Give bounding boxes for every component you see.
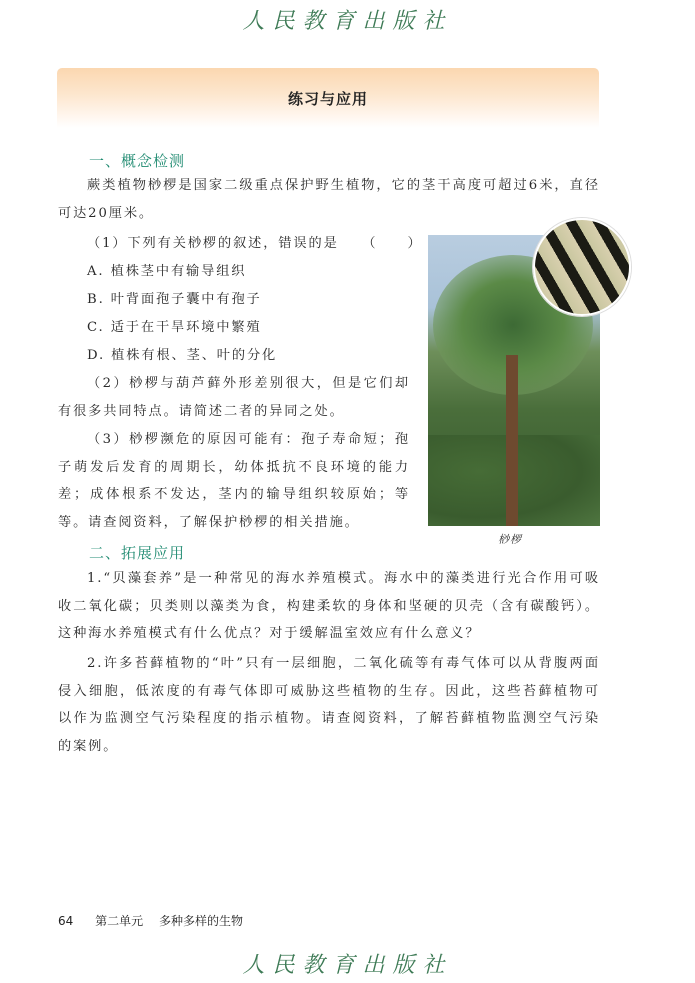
section2-heading: 二、拓展应用 (89, 544, 186, 562)
section1-heading: 一、概念检测 (89, 152, 186, 170)
extension-q2: 2.许多苔藓植物的“叶”只有一层细胞，二氧化硫等有毒气体可以从背腹两面侵入细胞，低浓度的有毒气体即可威胁这些植物的生存。因此，这些苔藓植物可以作为监测空气污染程度的指示植物。请查阅资料，了解苔藓植物监测空气污染的案例。 (58, 656, 600, 754)
page-number: 64 (58, 914, 74, 928)
q1-option-b: B. 叶背面孢子囊中有孢子 (87, 292, 262, 307)
q1-option-c: C. 适于在干旱环境中繁殖 (87, 320, 262, 335)
q1-stem: （1）下列有关桫椤的叙述，错误的是 （ ） (87, 236, 423, 251)
section1-intro: 蕨类植物桫椤是国家二级重点保护野生植物，它的茎干高度可超过6米，直径可达20厘米。 (58, 178, 600, 221)
q2-text: （2）桫椤与葫芦藓外形差别很大，但是它们却有很多共同特点。请简述二者的异同之处。 (58, 376, 410, 419)
q1-option-d: D. 植株有根、茎、叶的分化 (87, 348, 278, 363)
unit-label: 第二单元 (95, 914, 144, 928)
figure-caption: 桫椤 (498, 533, 522, 546)
page-footer (58, 912, 243, 929)
fern-trunk (506, 355, 518, 526)
unit-title: 多种多样的生物 (158, 914, 243, 928)
exercise-banner (57, 68, 599, 128)
extension-q1: 1.“贝藻套养”是一种常见的海水养殖模式。海水中的藻类进行光合作用可吸收二氧化碳；贝类则以藻类为食，构建柔软的身体和坚硬的贝壳（含有碳酸钙）。这种海水养殖模式有什么优点？对于缓解温室效应有什么意义？ (58, 571, 600, 641)
publisher-logo-top: 人民教育出版社 (242, 9, 453, 34)
frond-closeup-inset (533, 218, 631, 316)
q3-text: （3）桫椤濒危的原因可能有：孢子寿命短；孢子萌发后发育的周期长，幼体抵抗不良环境的能力差；成体根系不发达，茎内的输导组织较原始；等等。请查阅资料，了解保护桫椤的相关措施。 (58, 432, 410, 530)
banner-title: 练习与应用 (287, 89, 368, 108)
q1-option-a: A. 植株茎中有输导组织 (87, 264, 247, 279)
publisher-logo-bottom: 人民教育出版社 (242, 953, 453, 978)
